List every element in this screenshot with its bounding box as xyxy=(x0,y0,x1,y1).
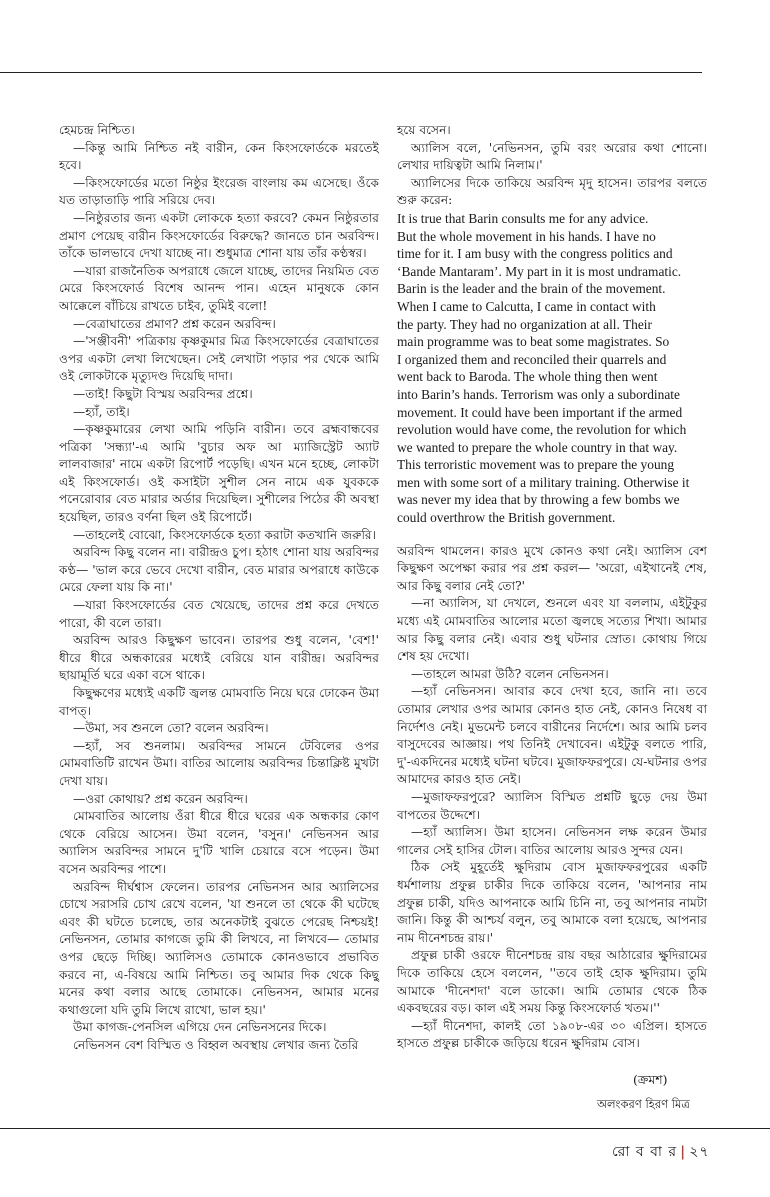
paragraph: উমা কাগজ-পেনসিল এগিয়ে দেন নেভিনসনের দিকে। xyxy=(73,1020,327,1035)
paragraph: ঠিক সেই মুহূর্তেই ক্ষুদিরাম বোস মুজাফফরপুরের একটি ধর্মশালায় প্রফুল্ল চাকীর দিকে তাকিয়ে বলেন, 'আপনার নাম প্রফুল্ল চাকী, যদিও আপনাকে আমি চিনি না, তবু আপনার নামটা জানি। কিন্তু কী আশ্চর্য বলুন, তবু আমাকে বলা হয়েছে, আপনার নাম দীনেশচন্দ্র রায়।' xyxy=(397,860,707,945)
page-number: ২৭ xyxy=(689,1144,710,1160)
paragraph: অ্যালিসের দিকে তাকিয়ে অরবিন্দ মৃদু হাসেন। তারপর বলতে শুরু করেন: xyxy=(397,175,707,208)
paragraph: —না অ্যালিস, যা দেখলে, শুনলে এবং যা বললাম, এইটুকুর মধ্যে এই মোমবাতির আলোর মতো জ্বলছে সত্যের শিখা। আমার আর কিছু বলার নেই। এবার শুধু ঘটনার স্রোত। কোথায় গিয়ে শেষ হয় দেখো। xyxy=(397,596,707,664)
paragraph: —'সঞ্জীবনী' পত্রিকায় কৃষ্ণকুমার মিত্র কিংসফোর্ডের বেত্রাঘাতের ওপর একটা লেখা লিখেছেন। সেই লেখাটা পড়ার পর থেকে আমি ওই লোকটাকে মৃত্যুদণ্ড দিয়েছি দাদা। xyxy=(59,334,379,384)
paragraph: হেমচন্দ্র নিশ্চিত। xyxy=(59,123,135,137)
paragraph: —নিষ্ঠুরতার জন্য একটা লোককে হত্যা করবে? কেমন নিষ্ঠুরতার প্রমাণ পেয়েছ বারীন কিংসফোর্ডের বিরুদ্ধে? জানতে চান অরবিন্দ। তাঁকে ভালভাবে দেখা যাচ্ছে না। শুধুমাত্র শোনা যায় তাঁর কণ্ঠস্বর। xyxy=(59,210,379,261)
right-column-bottom xyxy=(397,543,707,1053)
paragraph: —হ্যাঁ অ্যালিস। উমা হাসেন। নেভিনসন লক্ষ করেন উমার গালের সেই হাসির টোল। বাতির আলোয় আরও সুন্দর যেন। xyxy=(397,825,707,857)
paragraph: —তাহলে আমরা উঠি? বলেন নেভিনসন। xyxy=(411,666,609,681)
footer-separator: | xyxy=(680,1144,687,1160)
top-rule xyxy=(0,72,702,73)
paragraph: —যারা রাজনৈতিক অপরাধে জেলে যাচ্ছে, তাদের নিয়মিত বেত মেরে কিংসফোর্ড বিশেষ আনন্দ পান। এহেন মানুষকে কোন আক্কেলে বাঁচিয়ে রাখতে চাইব, তুমিই বলো! xyxy=(59,263,379,313)
paragraph: প্রফুল্ল চাকী ওরফে দীনেশচন্দ্র রায় বছর আঠারোর ক্ষুদিরামের দিকে তাকিয়ে হেসে বললেন, ''তবে তাই হোক ক্ষুদিরাম। তুমি আমাকে 'দীনেশদা' বলে ডাকো। আমি তোমার থেকে ঠিক একবছরের বড়। কাল এই সময় কিন্তু কিংসফোর্ড খতম।'' xyxy=(397,948,707,1016)
right-column xyxy=(397,122,707,1053)
paragraph: —উমা, সব শুনলে তো? বলেন অরবিন্দ। xyxy=(73,721,269,736)
paragraph: —কিন্তু আমি নিশ্চিত নই বারীন, কেন কিংসফোর্ডকে মরতেই হবে। xyxy=(59,140,379,173)
paragraph: —হ্যাঁ, সব শুনলাম। অরবিন্দর সামনে টেবিলের ওপর মোমবাতিটি রাখেন উমা। বাতির আলোয় অরবিন্দর চিন্তাক্লিষ্ট মুখটা দেখা যায়। xyxy=(59,738,379,788)
paragraph: —ওরা কোথায়? প্রশ্ন করেন অরবিন্দ। xyxy=(73,791,248,806)
paragraph: নেভিনসন বেশ বিস্মিত ও বিহ্বল অবস্থায় লেখার জন্য তৈরি xyxy=(73,1037,359,1052)
right-column-top xyxy=(397,122,707,210)
page-footer xyxy=(612,1140,709,1164)
magazine-name: রো ব বা র xyxy=(612,1144,678,1160)
paragraph: অরবিন্দ কিছু বলেন না। বারীন্দ্রও চুপ। হঠাৎ শোনা যায় অরবিন্দর কণ্ঠ— 'ভাল করে ভেবে দেখো বারীন, বেত মারার অপরাধে কাউকে মেরে ফেলা যায় কি না।' xyxy=(59,545,379,595)
paragraph: অ্যালিস বলে, 'নেভিনসন, তুমি বরং অরোর কথা শোনো। লেখার দায়িত্বটা আমি নিলাম।' xyxy=(397,140,707,173)
paragraph: —হ্যাঁ, তাই। xyxy=(73,404,130,419)
paragraph: —বেত্রাঘাতের প্রমাণ? প্রশ্ন করেন অরবিন্দ। xyxy=(73,316,276,331)
paragraph: অরবিন্দ আরও কিছুক্ষণ ভাবেন। তারপর শুধু বলেন, 'বেশ!' ধীরে ধীরে অন্ধকারের মধ্যেই বেরিয়ে যান বারীন্দ্র। অরবিন্দর ছায়ামূর্তি ঘরে একা বসে থাকে। xyxy=(59,633,379,683)
paragraph: অরবিন্দ দীর্ঘশ্বাস ফেলেন। তারপর নেভিনসন আর অ্যালিসের চোখে সরাসরি চোখ রেখে বলেন, 'যা শুনলে তা থেকে কী ঘটেছে এবং কী ঘটতে চলেছে, তার অনেকটাই বুঝতে পেরেছ নিশ্চয়ই! নেভিনসন, তোমার কাগজে তুমি কী লিখবে, না লিখবে— তোমার ওপর ছেড়ে দিচ্ছি। অ্যালিসও তোমাকে কোনওভাবে প্রভাবিত করবে না, এ-বিষয়ে আমি নিশ্চিত। তবু আমার দিক থেকে কিছু মনের কথা বলার আছে তোমাকে। নেভিনসন, আমার মনের কথাগুলো যদি তুমি লিখে রাখো, ভাল হয়।' xyxy=(59,879,379,1017)
left-column xyxy=(59,122,379,1054)
bottom-rule xyxy=(0,1128,770,1129)
paragraph: —মুজাফফরপুরে? অ্যালিস বিস্মিত প্রশ্নটি ছুড়ে দেয় উমা বাপতের উদ্দেশে। xyxy=(397,789,707,822)
paragraph: —হ্যাঁ নেভিনসন। আবার কবে দেখা হবে, জানি না। তবে তোমার লেখার ওপর আমার কোনও হাত নেই, কোনও নিষেধ বা নির্দেশও নেই। মুভমেন্ট চলবে বারীনের নির্দেশে। আর আমি চলব বাসুদেবের আজ্ঞায়। পথ তিনিই দেখাবেন। এইটুকু বলতে পারি, দু'-একদিনের মধ্যেই ঘটনা ঘটবে। মুজাফফরপুরে। যে-ঘটনার ওপর আমাদের কারও হাত নেই। xyxy=(397,684,707,787)
paragraph: —তাই! কিছুটা বিস্ময় অরবিন্দর প্রশ্নে। xyxy=(73,386,253,401)
paragraph: অরবিন্দ থামলেন। কারও মুখে কোনও কথা নেই। অ্যালিস বেশ কিছুক্ষণ অপেক্ষা করার পর প্রশ্ন করল— 'অরো, এইখানেই শেষ, আর কিছু বলার নেই তো?' xyxy=(397,543,707,593)
continued-note: (ক্রমশ) xyxy=(633,1072,668,1087)
paragraph: —যারা কিংসফোর্ডের বেত খেয়েছে, তাদের প্রশ্ন করে দেখতে পারো, কী বলে তারা। xyxy=(59,598,379,630)
english-quote: It is true that Barin consults me for any advice. But the whole movement in his hands. I have no time for it. I am busy with the congress politics and ‘Bande Mantaram’. My part in it is most undramatic. Barin is the leader and the brain of the movement. When I came to Calcutta, I came in contact with the party. They had no organization at all. Their main programme was to beat some magistrates. So I organized them and reconciled their quarrels and went back to Baroda. The whole thing then went into Barin’s hands. Terrorism was only a subordinate movement. It could have been important if the armed revolution would have come, the revolution for which we wanted to prepare the whole country in that way. This terroristic movement was to prepare the young men with some sort of a military training. Otherwise it was never my idea that by throwing a few bombs we could overthrow the British government. xyxy=(397,210,690,526)
illustration-credit: অলংকরণ হিরণ মিত্র xyxy=(597,1097,690,1111)
paragraph: হয়ে বসেন। xyxy=(397,123,451,137)
paragraph: —কিংসফোর্ডের মতো নিষ্ঠুর ইংরেজ বাংলায় কম এসেছে। ওঁকে যত তাড়াতাড়ি পারি সরিয়ে দেব। xyxy=(59,175,379,208)
paragraph: —হ্যাঁ দীনেশদা, কালই তো ১৯০৮-এর ৩০ এপ্রিল। হাসতে হাসতে প্রফুল্ল চাকীকে জড়িয়ে ধরেন ক্ষুদিরাম বোস। xyxy=(397,1018,707,1051)
paragraph: কিছুক্ষণের মধ্যেই একটি জ্বলন্ত মোমবাতি নিয়ে ঘরে ঢোকেন উমা বাপত্। xyxy=(59,686,379,718)
paragraph: মোমবাতির আলোয় ওঁরা ধীরে ধীরে ঘরের এক অন্ধকার কোণ থেকে বেরিয়ে আসেন। উমা বলেন, 'বসুন।' নেভিনসন আর অ্যালিস অরবিন্দর সামনে দু'টি খালি চেয়ারে বসে পড়েন। উমা বসেন অরবিন্দর পাশে। xyxy=(59,809,379,876)
section-gap xyxy=(397,527,707,543)
paragraph: —কৃষ্ণকুমারের লেখা আমি পড়িনি বারীন। তবে ব্রহ্মবান্ধবের পত্রিকা 'সন্ধ্যা'-এ আমি 'বুচার অফ আ ম্যাজিস্ট্রেট অ্যাট লালবাজার' নামে একটা রিপোর্ট পড়েছি। এখন মনে হচ্ছে, লোকটা এই কিংসফোর্ড। ওই কসাইটা সুশীল সেন নামে এক যুবককে পনেরোবার বেত মারার অর্ডার দিয়েছিল। সুশীলের পিঠের কী অবস্থা হয়েছিল, তারও বর্ণনা ছিল ওই রিপোর্টে। xyxy=(59,422,379,525)
paragraph: —তাহলেই বোঝো, কিংসফোর্ডকে হত্যা করাটা কতখানি জরুরি। xyxy=(73,527,376,542)
